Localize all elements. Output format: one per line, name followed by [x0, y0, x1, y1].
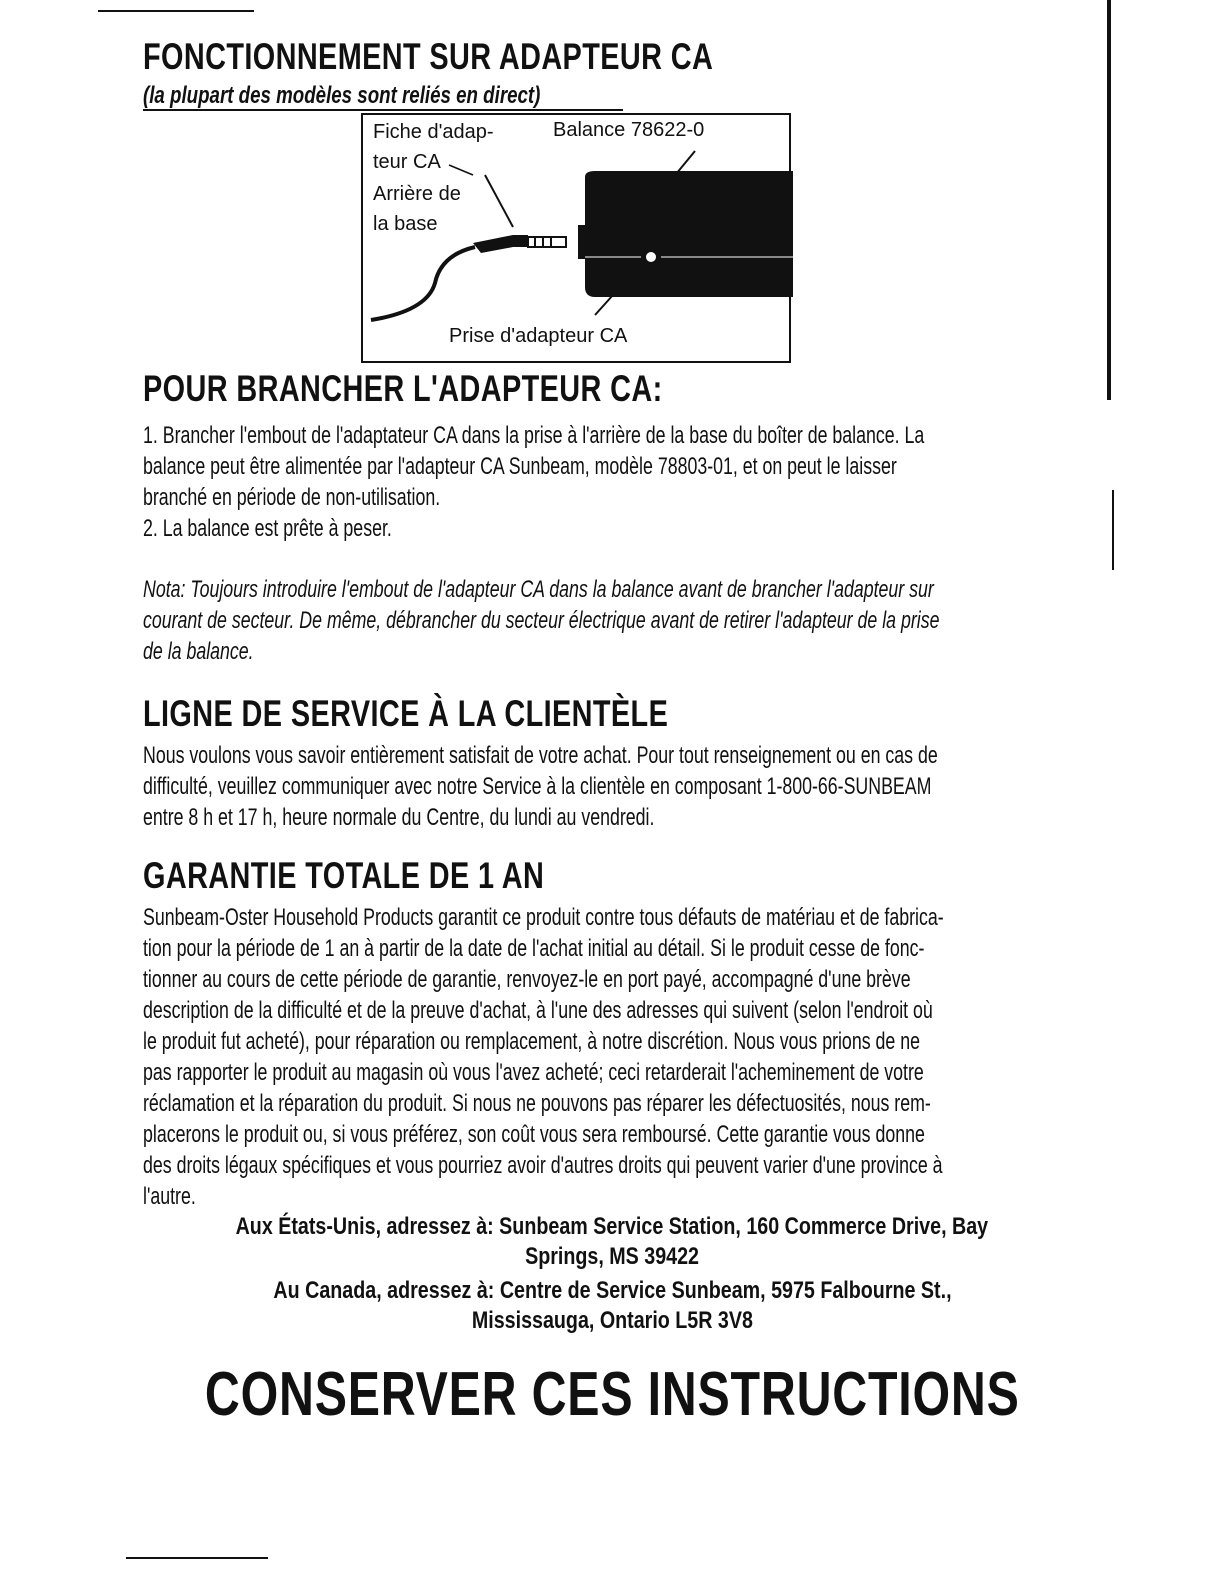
warranty-line: pas rapporter le produit au magasin où vous l'avez acheté; ceci retarderait l'acheminement de votre	[143, 1059, 924, 1086]
note-paragraph	[143, 574, 1143, 667]
subheading-ac-operation: (la plupart des modèles sont reliés en direct)	[143, 82, 541, 109]
label-jack: Prise d'adapteur CA	[449, 325, 628, 347]
top-rule	[98, 10, 254, 12]
service-paragraph	[143, 740, 1143, 833]
heading-ac-operation: FONCTIONNEMENT SUR ADAPTEUR CA	[143, 36, 714, 77]
heading-connect-adapter: POUR BRANCHER L'ADAPTEUR CA:	[143, 368, 663, 409]
warranty-line: description de la difficulté et de la preuve d'achat, à l'une des adresses qui suivent (selon l'endroit où	[143, 997, 933, 1024]
label-back-of-base: Arrière de la base	[373, 183, 461, 235]
connect-line: 2. La balance est prête à peser.	[143, 515, 392, 542]
connect-line: 1. Brancher l'embout de l'adaptateur CA dans la prise à l'arrière de la base du boîter de balance. La	[143, 422, 925, 449]
address-us: Aux États-Unis, adressez à: Sunbeam Service Station, 160 Commerce Drive, Bay Springs, MS 39422	[235, 1213, 989, 1270]
address-canada: Au Canada, adressez à: Centre de Service Sunbeam, 5975 Falbourne St., Mississauga, Ontario L5R 3V8	[272, 1277, 952, 1334]
warranty-line: réclamation et la réparation du produit. Si nous ne pouvons pas réparer les défectuosités, nous rem-	[143, 1090, 931, 1117]
connect-instructions	[143, 420, 1143, 544]
adapter-diagram	[361, 113, 791, 363]
warranty-line: le produit fut acheté), pour réparation ou remplacement, à notre discrétion. Nous vous prions de ne	[143, 1028, 920, 1055]
connect-line: branché en période de non-utilisation.	[143, 484, 441, 511]
warranty-line: tion pour la période de 1 an à partir de la date de l'achat initial au détail. Si le produit cesse de fonc-	[143, 935, 925, 962]
label-plug: Fiche d'adap- teur CA	[373, 121, 494, 173]
label-model: Balance 78622-0	[553, 119, 705, 141]
note-line: de la balance.	[143, 638, 254, 665]
warranty-line: l'autre.	[143, 1183, 196, 1210]
connect-line: balance peut être alimentée par l'adapteur CA Sunbeam, modèle 78803-01, et on peut le laisser	[143, 453, 897, 480]
note-line: courant de secteur. De même, débrancher du secteur électrique avant de retirer l'adapteur de la prise	[143, 607, 940, 634]
service-line: difficulté, veuillez communiquer avec notre Service à la clientèle en composant 1-800-66-SUNBEAM	[143, 773, 932, 800]
heading-customer-service: LIGNE DE SERVICE À LA CLIENTÈLE	[143, 693, 669, 734]
right-margin-line	[1107, 0, 1111, 400]
subheading-underline	[143, 109, 623, 111]
note-line: Nota: Toujours introduire l'embout de l'adapteur CA dans la balance avant de brancher l'adapteur sur	[143, 576, 934, 603]
warranty-line: Sunbeam-Oster Household Products garantit ce produit contre tous défauts de matériau et de fabrica-	[143, 904, 944, 931]
warranty-line: des droits légaux spécifiques et vous pourriez avoir d'autres droits qui peuvent varier d'une province à	[143, 1152, 943, 1179]
service-line: entre 8 h et 17 h, heure normale du Centre, du lundi au vendredi.	[143, 804, 655, 831]
warranty-paragraph	[143, 902, 1143, 1212]
final-heading: CONSERVER CES INSTRUCTIONS	[204, 1360, 1020, 1429]
warranty-line: placerons le produit ou, si vous préférez, son coût vous sera remboursé. Cette garantie vous donne	[143, 1121, 925, 1148]
service-line: Nous voulons vous savoir entièrement satisfait de votre achat. Pour tout renseignement ou en cas de	[143, 742, 938, 769]
bottom-rule	[126, 1557, 268, 1559]
heading-warranty: GARANTIE TOTALE DE 1 AN	[143, 855, 545, 896]
warranty-line: tionner au cours de cette période de garantie, renvoyez-le en port payé, accompagné d'une brève	[143, 966, 911, 993]
